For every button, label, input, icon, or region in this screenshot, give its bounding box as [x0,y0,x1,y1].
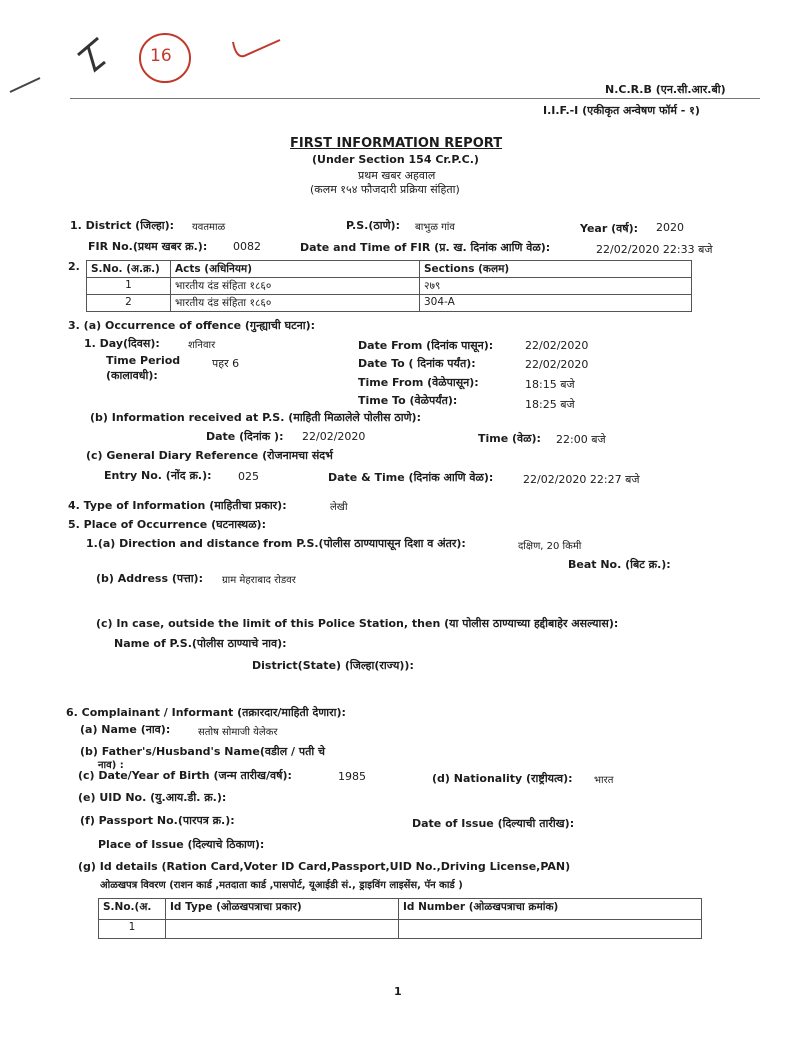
date-to-value: 22/02/2020 [525,358,589,371]
fir-datetime-label: Date and Time of FIR (प्र. ख. दिनांक आणि वेळ): [300,241,551,254]
address-label: (b) Address (पत्ता): [96,572,203,585]
fir-no-value: 0082 [233,240,261,253]
circled-number: 16 [150,46,172,66]
table-row [87,295,692,312]
other-ps-label: Name of P.S.(पोलीस ठाण्याचे नाव): [114,637,287,650]
report-subtitle-section: (कलम १५४ फौजदारी प्रक्रिया संहिता) [310,183,460,196]
page-number: 1 [394,985,402,998]
table-cell: 2 [87,295,171,312]
ps-label: P.S.(ठाणे): [346,219,400,232]
info-time-label: Time (वेळ): [478,432,541,445]
table-row [99,920,702,939]
section-2-number: 2. [68,260,80,273]
diary-datetime-label: Date & Time (दिनांक आणि वेळ): [328,471,494,484]
time-to-label: Time To (वेळेपर्यंत): [358,394,458,407]
report-title: FIRST INFORMATION REPORT [290,136,503,151]
scribble-mark [78,38,105,70]
occurrence-label: 3. (a) Occurrence of offence (गुन्ह्याची घटना): [68,319,315,332]
table-cell: 304-A [420,295,692,312]
id-details-label-marathi: ओळखपत्र विवरण (राशन कार्ड ,मतदाता कार्ड ,पासपोर्ट, यूआईडी सं., ड्राइविंग लाइसेंस, पॅन कार्ड ) [100,880,463,891]
info-type-value: लेखी [330,502,348,513]
info-time-value: 22:00 बजे [556,433,606,446]
acts-header-sections: Sections (कलम) [420,261,692,278]
date-to-label: Date To ( दिनांक पर्यंत): [358,357,476,370]
ncrb-header: N.C.R.B (एन.सी.आर.बी) [605,83,726,96]
time-from-label: Time From (वेळेपासून): [358,376,479,389]
tick-mark [233,40,280,56]
complainant-label: 6. Complainant / Informant (तक्रारदार/माहिती देणारा): [66,706,346,719]
id-header-type: Id Type (ओळखपत्राचा प्रकार) [166,899,399,920]
year-value: 2020 [656,221,684,234]
acts-header-sno: S.No. (अ.क्र.) [87,261,171,278]
info-received-label: (b) Information received at P.S. (माहिती मिळालेले पोलीस ठाणे): [90,411,421,424]
father-name-label-cont: नाव) : [98,760,124,771]
table-cell [399,920,702,939]
dob-label: (c) Date/Year of Birth (जन्म तारीख/वर्ष): [78,769,292,782]
name-value: सतोष सोमाजी येलेकर [198,727,278,738]
uid-label: (e) UID No. (यु.आय.डी. क्र.): [78,791,227,804]
report-subtitle: (Under Section 154 Cr.P.C.) [312,153,479,166]
time-to-value: 18:25 बजे [525,398,575,411]
table-cell [166,920,399,939]
entry-no-label: Entry No. (नोंद क्र.): [104,469,212,482]
district-label: 1. District (जिल्हा): [70,219,175,232]
info-date-value: 22/02/2020 [302,430,366,443]
id-details-label: (g) Id details (Ration Card,Voter ID Card,Passport,UID No.,Driving License,PAN) [78,860,571,873]
nationality-value: भारत [594,775,614,786]
time-period-label-marathi: (कालावधी): [106,369,158,382]
time-period-value: पहर 6 [212,357,240,370]
district-value: यवतमाळ [192,222,226,233]
iif-header: I.I.F.-I (एकीकृत अन्वेषण फॉर्म - १) [543,104,700,117]
year-label: Year (वर्ष): [580,222,639,235]
time-period-label: Time Period [106,354,181,367]
table-cell: भारतीय दंड संहिता १८६० [171,278,420,295]
scribble-line [10,78,40,92]
table-cell: २७९ [420,278,692,295]
acts-header-acts: Acts (अधिनियम) [171,261,420,278]
dob-value: 1985 [338,770,366,783]
day-value: शनिवार [188,340,216,351]
other-district-label: District(State) (जिल्हा(राज्य)): [252,659,414,672]
direction-value: दक्षिण, 20 किमी [518,541,582,552]
passport-label: (f) Passport No.(पारपत्र क्र.): [80,814,235,827]
id-table [98,898,702,939]
beat-label: Beat No. (बिट क्र.): [568,558,671,571]
fir-no-label: FIR No.(प्रथम खबर क्र.): [88,240,208,253]
info-date-label: Date (दिनांक ): [206,430,284,443]
info-type-label: 4. Type of Information (माहितीचा प्रकार): [68,499,287,512]
date-from-value: 22/02/2020 [525,339,589,352]
report-subtitle-marathi: प्रथम खबर अहवाल [358,169,436,182]
day-label: 1. Day(दिवस): [84,337,160,350]
table-cell: 1 [99,920,166,939]
father-name-label: (b) Father's/Husband's Name(वडील / पती चे [80,745,326,758]
place-label: 5. Place of Occurrence (घटनास्थळ): [68,518,266,531]
entry-no-value: 025 [238,470,259,483]
time-from-value: 18:15 बजे [525,378,575,391]
table-cell: भारतीय दंड संहिता १८६० [171,295,420,312]
address-value: ग्राम मेहराबाद रोडवर [222,575,296,586]
general-diary-label: (c) General Diary Reference (रोजनामचा संदर्भ [86,449,333,462]
nationality-label: (d) Nationality (राष्ट्रीयत्व): [432,772,573,785]
id-table-header [99,899,702,920]
acts-table-header [87,261,692,278]
id-header-sno: S.No.(अ. [99,899,166,920]
outside-limit-label: (c) In case, outside the limit of this Police Station, then (या पोलीस ठाण्याच्या हद्दीबाहेर असल्यास): [96,617,619,630]
table-cell: 1 [87,278,171,295]
issue-date-label: Date of Issue (दिल्याची तारीख): [412,817,575,830]
issue-place-label: Place of Issue (दिल्याचे ठिकाण): [98,838,265,851]
name-label: (a) Name (नाव): [80,723,171,736]
date-from-label: Date From (दिनांक पासून): [358,339,494,352]
id-header-number: Id Number (ओळखपत्राचा क्रमांक) [399,899,702,920]
diary-datetime-value: 22/02/2020 22:27 बजे [523,473,640,486]
fir-datetime-value: 22/02/2020 22:33 बजे [596,243,713,256]
direction-label: 1.(a) Direction and distance from P.S.(पोलीस ठाण्यापासून दिशा व अंतर): [86,537,466,550]
table-row [87,278,692,295]
ps-value: बाभुळ गांव [415,222,455,233]
acts-table [86,260,692,312]
